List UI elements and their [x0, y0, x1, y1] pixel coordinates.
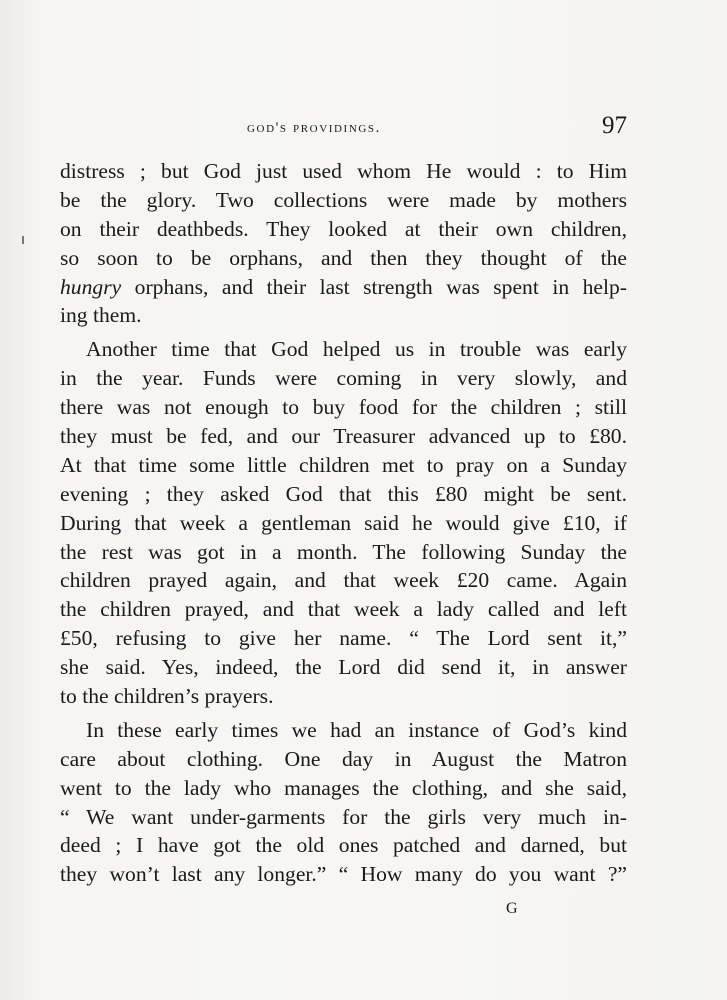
signature-mark: G [506, 900, 519, 917]
italic-word: hungry [60, 274, 122, 299]
text-line: In these early times we had an instance of God’s kind [86, 717, 627, 742]
margin-speck [22, 236, 24, 244]
paragraph-1 [60, 157, 627, 330]
text-line: went to the lady who manages the clothing, and she said, [60, 775, 627, 800]
text-line: the children prayed, and that week a lady called and left [60, 597, 627, 622]
paragraph-2 [60, 335, 627, 711]
text-line: During that week a gentleman said he would give £10, if [60, 510, 627, 535]
running-title: god's providings. [247, 120, 381, 136]
text-line: be the glory. Two collections were made by mothers [60, 187, 627, 212]
text-line: distress ; but God just used whom He would : to Him [60, 159, 627, 183]
page-number: 97 [602, 112, 627, 139]
text-line: so soon to be orphans, and then they thought of the [60, 245, 627, 270]
text-line: At that time some little children met to pray on a Sunday [60, 452, 627, 477]
body-text [60, 157, 627, 894]
text-line: ing them. [60, 303, 142, 328]
text-line: there was not enough to buy food for the children ; still [60, 395, 627, 420]
text-line-rest: orphans, and their last strength was spent in help- [121, 274, 627, 299]
text-line: evening ; they asked God that this £80 might be sent. [60, 481, 627, 506]
text-line: “ We want under-garments for the girls very much in- [60, 804, 627, 829]
running-head [60, 112, 627, 148]
text-line-with-italic [60, 273, 627, 302]
text-line: they won’t last any longer.” “ How many do you want ?” [60, 862, 627, 887]
text-line: they must be fed, and our Treasurer advanced up to £80. [60, 424, 627, 449]
text-line: on their deathbeds. They looked at their own children, [60, 216, 627, 241]
text-line: £50, refusing to give her name. “ The Lord sent it,” [60, 626, 627, 651]
paragraph-3 [60, 716, 627, 889]
text-line: Another time that God helped us in trouble was early [86, 337, 627, 362]
text-line: the rest was got in a month. The following Sunday the [60, 539, 627, 564]
text-line: to the children’s prayers. [60, 684, 274, 709]
text-line: children prayed again, and that week £20 came. Again [60, 568, 627, 593]
text-line: she said. Yes, indeed, the Lord did send it, in answer [60, 655, 627, 680]
text-line: deed ; I have got the old ones patched and darned, but [60, 833, 627, 858]
text-line: care about clothing. One day in August the Matron [60, 746, 627, 771]
text-line: in the year. Funds were coming in very slowly, and [60, 366, 627, 391]
